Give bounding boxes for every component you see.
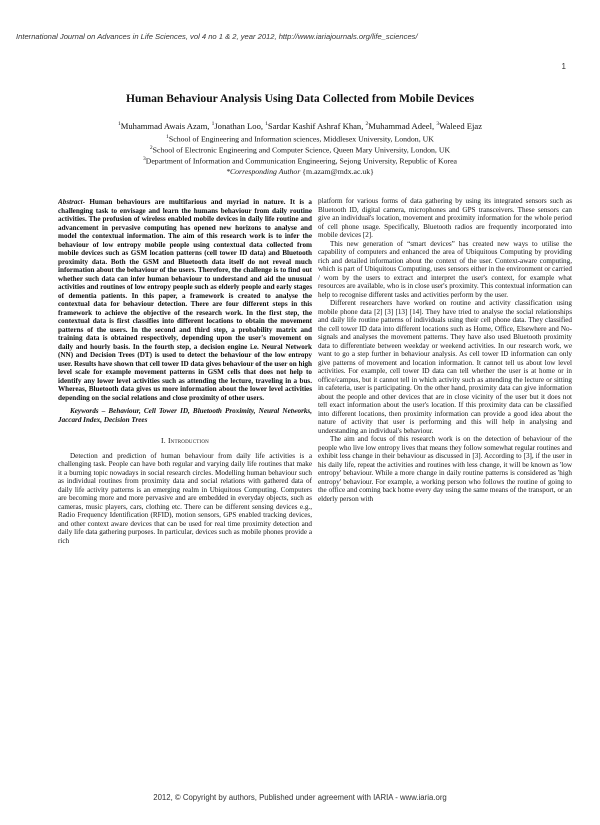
author-list <box>40 121 560 131</box>
corresponding-author-email[interactable]: {m.azam@mdx.ac.uk} <box>300 167 374 176</box>
author-affil-mark: 1 <box>265 121 268 128</box>
keywords: Keywords – Behaviour, Cell Tower ID, Bluetooth Proximity, Neural Networks, Jaccard Index, Decision Trees <box>58 407 312 424</box>
body-paragraph: This new generation of “smart devices” has created new ways to utilise the capability of computers and enhanced the area of Ubiquitous Computing by providing rich and detailed information about the context of the user. Context-aware computing, which is part of Ubiquitous Computing, uses sensors either in the environment or carried / worn by the users to extract and interpret the user's context, for example what resources are available, who is in close user's proximity. This contextual information can help to recognise different tasks and activities perform by the user. <box>318 239 572 299</box>
page-number: 1 <box>561 62 566 71</box>
section-heading-introduction: I. Introduction <box>161 436 209 445</box>
page-footer: 2012, © Copyright by authors, Published under agreement with IARIA - www.iaria.org <box>153 793 447 802</box>
body-paragraph: platform for various forms of data gathering by using its integrated sensors such as Bluetooth ID, digital camera, microphones and GPS transceivers. These sensors can give an individual's location, movement and proximity information for the whole period of cell phone usage. Specifically, Bluetooth radios are frequently incorporated into mobile devices [2]. <box>318 197 572 239</box>
author-affil-mark: 3 <box>436 121 440 128</box>
corresponding-author-label: *Corresponding Author <box>226 167 301 176</box>
left-column <box>58 198 312 773</box>
intro-paragraph: Detection and prediction of human behaviour from daily life activities is a challenging task. People can have both regular and varying daily life routines that make it a burning topic nowadays in social research circles. Modelling human behaviour such as individual routines from proximity data and social relations with gathered data of daily life activity patterns is an emerging realm in Ubiquitous Computing. Computers are becoming more and more pervasive and are embedded in everyday objects, such as cameras, music players, cars, clothing etc. There can be different sensing devices e.g., Radio Frequency Identification (RFID), motion sensors, GPS enabled tracking devices, and other context aware devices that can be used for real time proximity detection and daily life data gathering purposes. In particular, devices such as mobile phones provide a rich <box>58 451 312 545</box>
author-name: Waleed Ejaz <box>439 121 483 131</box>
abstract <box>58 198 312 402</box>
body-paragraph: Different researchers have worked on routine and activity classification using mobile phone data [2] [3] [13] [14]. They have tried to analyse the social relationships and daily life routine patterns of individuals using their cell phone data. They classified the cell tower ID data into different locations such as Home, Office, Elsewhere and No-signals and analyses the movement patterns. They have also used Bluetooth proximity data to differentiate between weekday or weekend activities. In our research work, we want to go a step further in behaviour analysis. As cell tower ID information can only give patterns of movement and location information. It cannot tell us about low level activities. For example, cell tower ID data can tell whether the user is at home or in office/campus, but it cannot tell in which activity such as attending the lecture or sitting in cafeteria, user is participating. On the other hand, proximity data can give information about the people and other devices that are in close vicinity of the user but it does not tell exact information about the user's location. If this proximity data can be classified into different locations, then proximity information can provide a good idea about the nature of activity that user is performing and this will help in analysing and understanding an individual's behaviour. <box>318 299 572 435</box>
affiliation-mark: 3 <box>142 156 146 162</box>
abstract-label: Abstract- <box>58 198 85 206</box>
affiliation-text: Department of Information and Communication Engineering, Sejong University, Republic of Korea <box>145 156 458 166</box>
running-header: International Journal on Advances in Life Sciences, vol 4 no 1 & 2, year 2012, http://www.iariajournals.org/life_sciences/ <box>16 32 418 41</box>
affiliation-2 <box>40 145 560 155</box>
affiliation-mark: 1 <box>166 134 169 140</box>
author-name: Muhammad Adeel, <box>368 121 437 131</box>
paper-title: Human Behaviour Analysis Using Data Collected from Mobile Devices <box>125 92 475 105</box>
right-column <box>318 197 572 772</box>
abstract-text: Human behaviours are multifarious and myriad in nature. It is a challenging task to envisage and learn the humans behaviour from daily routine activities. The profusion of wireless enabled mobile devices in daily life routine and advancement in pervasive computing has opened new horizons to analyse and model the contextual information. The aim of this research work is to infer the behaviour of low entropy mobile people using contextual data collected from mobile devices such as GSM location patterns (cell tower ID data) and Bluetooth proximity data. Both the GSM and Bluetooth data itself do not reveal much information about the behaviour of the users. Therefore, the challenge is to find out whether such data can infer human behaviour to understand and aid the unusual activities and routines of low entropy people such as elderly people and early stages of dementia patients. In this paper, a framework is created to analyse the contextual data for behaviour detection. There are four different steps in this framework to achieve the objective of the research work. In the first step, the contextual data is first classifies into different locations to obtain the movement patterns of the users. In the second and third step, a probability matrix and training data is obtained respectively, depending upon the user's movement on daily and hourly basis. In the fourth step, a decision engine i.e. Neural Network (NN) and Decision Trees (DT) is used to detect the behaviour of the low entropy user. Results have shown that cell tower ID data gives behaviour of the user on high level scale for example movement patterns in GSM cells that does not help to identify any lower level activities such as attending the lecture, traveling in a bus. Whereas, Bluetooth data gives us more information about the lower level activities depending on the social relations and close proximity of other users. <box>58 198 312 402</box>
affiliation-text: School of Electronic Engineering and Computer Science, Queen Mary University, London, UK <box>152 145 451 155</box>
author-affil-mark: 2 <box>365 121 369 128</box>
author-name: Muhammad Awais Azam, <box>120 121 212 131</box>
affiliation-text: School of Engineering and Information sciences, Middlesex University, London, UK <box>168 134 434 144</box>
affiliation-1 <box>40 134 560 144</box>
corresponding-author <box>40 167 560 176</box>
author-affil-mark: 1 <box>211 121 215 128</box>
affiliation-3 <box>40 156 560 166</box>
affiliation-mark: 2 <box>149 145 153 151</box>
author-name: Sardar Kashif Ashraf Khan, <box>267 121 366 131</box>
author-name: Jonathan Loo, <box>214 121 266 131</box>
body-paragraph: The aim and focus of this research work is on the detection of behaviour of the people who live low entropy lives that means they follow somewhat regular routines and exhibit less change in their behaviour as discussed in [3]. According to [3], if the user in his daily life, repeat the activities and routines with less change, it will be known as 'low entropy' behaviour. While a more change in daily routine patterns is considered as 'high entropy' behaviour. For example, a working person who follows the routine of going to the office and coming back home every day using the same means of the transport, or an elderly person with <box>318 435 572 503</box>
author-affil-mark: 1 <box>117 121 121 128</box>
